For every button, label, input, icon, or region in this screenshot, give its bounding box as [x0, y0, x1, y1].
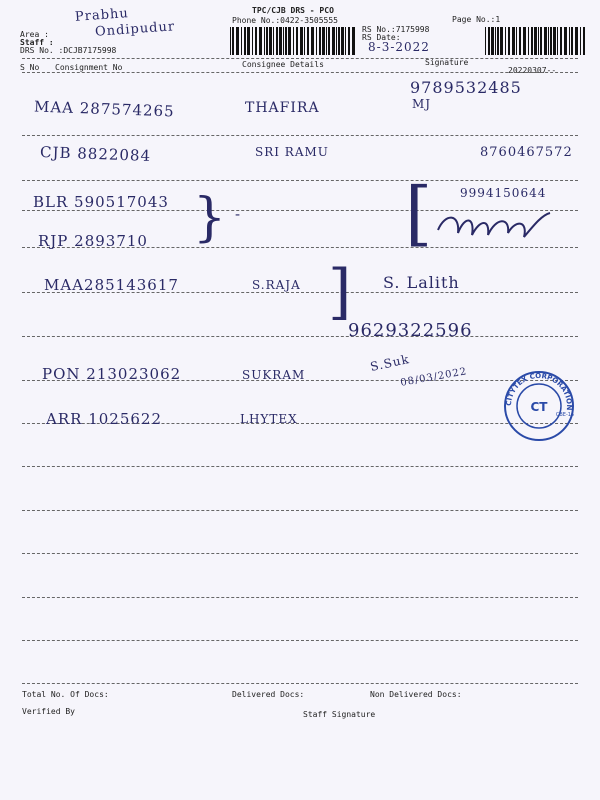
row-divider [22, 180, 578, 181]
row-7-consignment: PON 213023062 [42, 365, 182, 383]
row-5-consignee: S.RAJA [252, 278, 301, 292]
row-3-consignment: BLR 590517043 [33, 193, 169, 211]
bracket-rows-3-4: } [193, 188, 227, 248]
row-6-signature: 9629322596 [348, 320, 473, 341]
drs-no: DRS No. :DCJB7175998 [20, 46, 117, 55]
row-1-consignment: MAA 287574265 [33, 97, 175, 121]
stamp-side: CBE-15 [555, 412, 575, 418]
row-divider [22, 466, 578, 467]
column-date-code: 20220307-- [508, 66, 557, 75]
rs-date-handwritten: 8-3-2022 [368, 40, 430, 54]
row-5-consignment: MAA285143617 [44, 276, 179, 294]
signature-scribble-3 [430, 205, 555, 245]
row-7-signature: S.Suk [368, 352, 411, 374]
column-consignee: Consignee Details [242, 60, 324, 69]
delivered-docs-label: Delivered Docs: [232, 690, 305, 699]
row-2-consignment: CJB 8822084 [39, 143, 152, 165]
page-title: TPC/CJB DRS - PCO [252, 6, 334, 15]
phone-number: Phone No.:0422-3505555 [232, 16, 338, 25]
row-1-consignee: THAFIRA [245, 100, 320, 116]
row-divider [22, 336, 578, 337]
rs-no: RS No.:7175998 [362, 25, 430, 34]
stamp-ring-text: CITYTEX CORPORATION [504, 371, 574, 411]
row-7-consignee: SUKRAM [242, 368, 306, 382]
column-consignment: Consignment No [55, 63, 123, 72]
row-1-signature-2: MJ [412, 97, 432, 111]
row-8-consignment: ARR 1025622 [46, 410, 162, 428]
row-1-signature: 9789532485 [410, 78, 522, 97]
stamp-center: CT [530, 400, 548, 414]
staff-label: Staff : [20, 38, 54, 47]
row-divider [22, 510, 578, 511]
row-4-consignment: RJP 2893710 [38, 232, 148, 250]
header-divider [22, 58, 578, 59]
area-handwritten: Prabhu [74, 6, 130, 25]
non-delivered-docs-label: Non Delivered Docs: [370, 690, 462, 699]
row-2-consignee: SRI RAMU [255, 145, 329, 159]
columns-divider [22, 72, 578, 73]
row-5-signature: S. Lalith [383, 273, 460, 292]
row-divider [22, 553, 578, 554]
row-7-signature-date: 08/03/2022 [399, 366, 469, 389]
area-handwritten-2: Ondipudur [94, 19, 176, 40]
row-divider [22, 135, 578, 136]
page-number: Page No.:1 [452, 15, 501, 24]
area-label: Area : [20, 30, 49, 39]
row-3-consignee: - [235, 205, 242, 223]
barcode-right [485, 27, 585, 55]
row-8-consignee: LHYTEX [240, 412, 298, 426]
row-divider [22, 597, 578, 598]
column-signature: Signature [425, 58, 469, 67]
verified-by-label: Verified By [22, 707, 75, 716]
barcode-left [230, 27, 355, 55]
bracket-signature-3-4: [ [405, 172, 433, 254]
column-sno: S No [20, 63, 40, 72]
staff-signature-label: Staff Signature [303, 710, 376, 719]
row-divider [22, 640, 578, 641]
row-3-signature: 9994150644 [460, 186, 547, 200]
row-2-signature: 8760467572 [480, 145, 573, 160]
row-divider [22, 683, 578, 684]
total-docs-label: Total No. Of Docs: [22, 690, 109, 699]
rs-date-label: RS Date: [362, 33, 401, 42]
bracket-row-5: ] [328, 257, 352, 327]
company-stamp [503, 370, 575, 442]
